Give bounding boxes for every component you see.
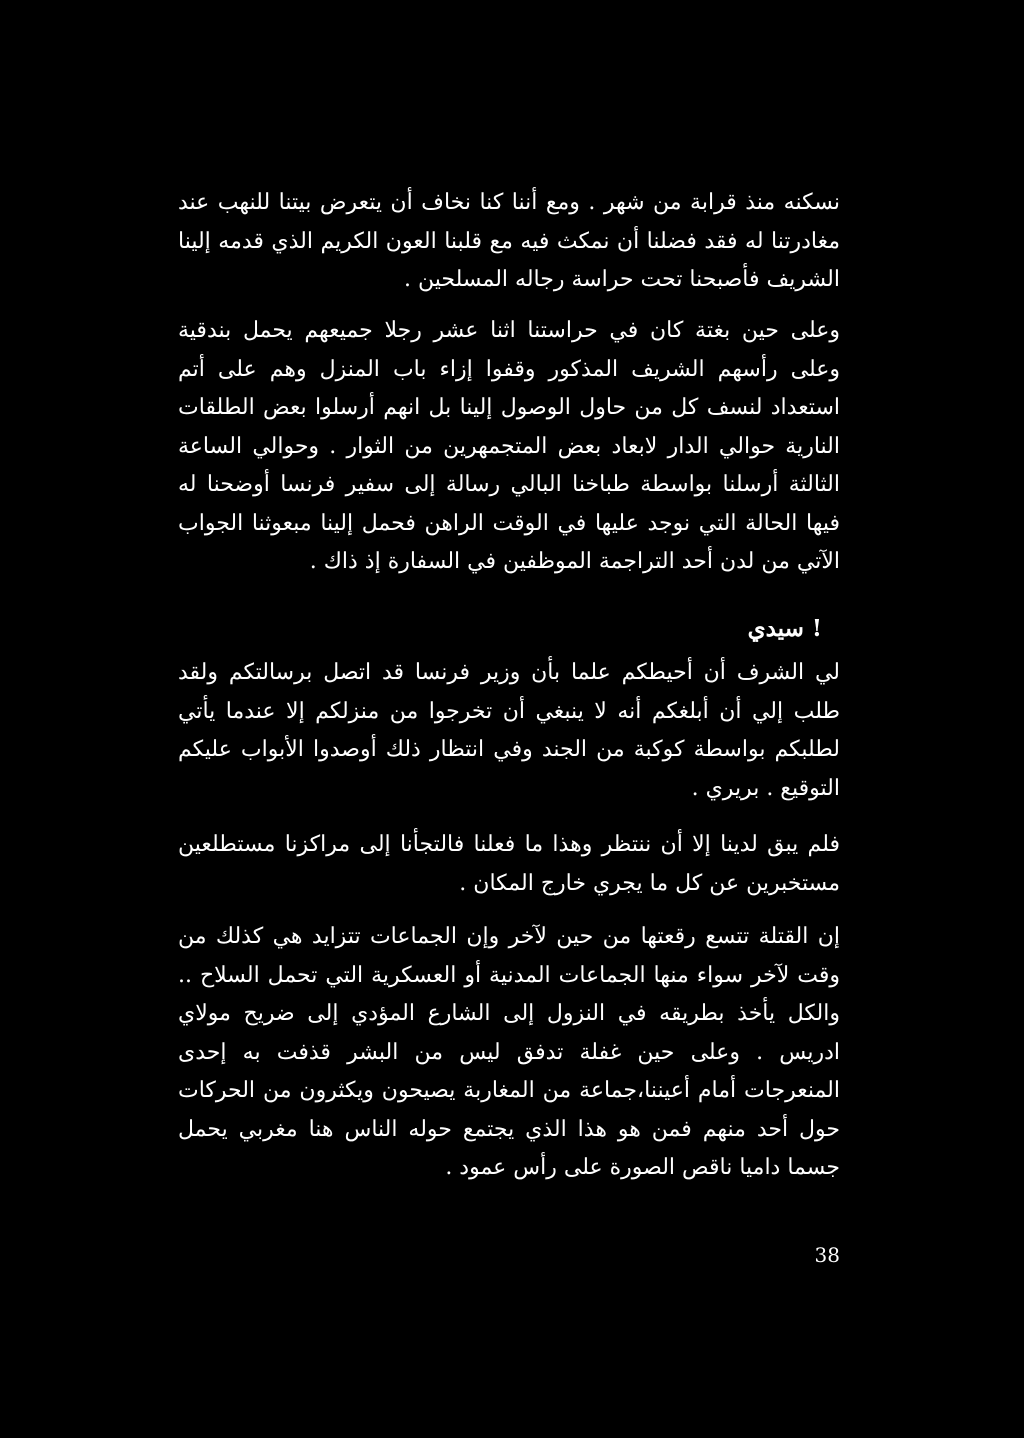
- paragraph-text: لي الشرف أن أحيطكم علما بأن وزير فرنسا قد اتصل برسالتكم ولقد طلب إلي أن أبلغكم أنه لا ينبغي أن تخرجوا من منزلكم إلا عندما يأتي لطلبكم بواسطة كوكبة من الجند وفي انتظار ذلك أوصدوا الأبواب عليكم التوقيع . بريري .: [178, 660, 840, 801]
- paragraph-4: [178, 826, 840, 903]
- paragraph-text: وعلى حين بغتة كان في حراستنا اثنا عشر رجلا جميعهم يحمل بندقية وعلى رأسهم الشريف المذكور وقفوا إزاء باب المنزل وهم على أتم استعداد لنسف كل من حاول الوصول إلينا بل انهم أرسلوا بعض الطلقات النارية حوالي الدار لابعاد بعض المتجمهرين من الثوار . وحوالي الساعة الثالثة أرسلنا بواسطة طباخنا البالي رسالة إلى سفير فرنسا أوضحنا له فيها الحالة التي نوجد عليها في الوقت الراهن فحمل إلينا مبعوثنا الجواب الآتي من لدن أحد التراجمة الموظفين في السفارة إذ ذاك .: [178, 318, 841, 574]
- section-heading: ! سيدي: [747, 615, 822, 642]
- page-number: 38: [814, 1243, 840, 1267]
- paragraph-1: [178, 184, 840, 300]
- paragraph-text: إن القتلة تتسع رقعتها من حين لآخر وإن الجماعات تتزايد هي كذلك من وقت لآخر سواء منها الجماعات المدنية أو العسكرية التي تحمل السلاح .. والكل يأخذ بطريقه في النزول إلى الشارع المؤدي إلى ضريح مولاي ادريس . وعلى حين غفلة تدفق ليس من البشر قذفت به إحدى المنعرجات أمام أعيننا،جماعة من المغاربة يصيحون ويكثرون من الحركات حول أحد منهم فمن هو هذا الذي يجتمع حوله الناس هنا مغربي يحمل جسما داميا ناقص الصورة على رأس عمود .: [178, 924, 840, 1180]
- paragraph-text: فلم يبق لدينا إلا أن ننتظر وهذا ما فعلنا فالتجأنا إلى مراكزنا مستطلعين مستخبرين عن كل ما يجري خارج المكان .: [178, 832, 840, 896]
- paragraph-5: [178, 918, 840, 1188]
- paragraph-3: [178, 654, 840, 808]
- paragraph-text: نسكنه منذ قرابة من شهر . ومع أننا كنا نخاف أن يتعرض بيتنا للنهب عند مغادرتنا له فقد فضلنا أن نمكث فيه مع قلبنا العون الكريم الذي قدمه إلينا الشريف فأصبحنا تحت حراسة رجاله المسلحين .: [178, 190, 840, 292]
- paragraph-2: [178, 312, 840, 582]
